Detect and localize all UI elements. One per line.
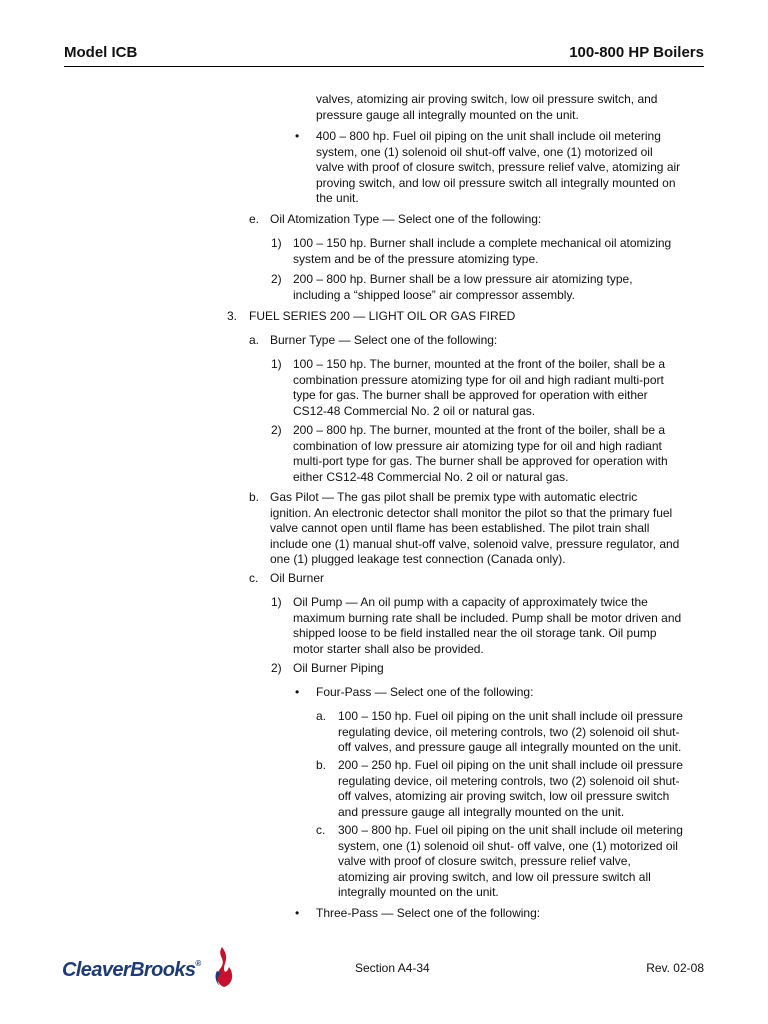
- text-line: valve cannot open until flame has been established. The pilot train shall: [270, 521, 650, 535]
- text-line: either CS12-48 Commercial No. 2 oil or natural gas.: [293, 469, 569, 484]
- text-line: Oil Atomization Type — Select one of the following:: [270, 212, 542, 226]
- list-marker: 2): [271, 423, 282, 437]
- list-marker: c.: [316, 823, 326, 837]
- list-marker: •: [295, 685, 300, 699]
- text-line: FUEL SERIES 200 — LIGHT OIL OR GAS FIRED: [249, 309, 516, 323]
- text-line: regulating device, oil metering controls, two (2) solenoid oil shut-: [338, 724, 680, 739]
- text-line: combination of low pressure air atomizing type for oil and high radiant: [293, 438, 662, 453]
- text-line: Three-Pass — Select one of the following:: [316, 906, 541, 920]
- text-line: valves, atomizing air proving switch, low oil pressure switch, and: [316, 92, 658, 106]
- header-model: Model ICB: [64, 44, 138, 61]
- text-line: off valves, and pressure gauge all integrally mounted on the unit.: [338, 740, 682, 754]
- list-marker: 2): [271, 272, 282, 286]
- text-line: 200 – 250 hp. Fuel oil piping on the unit shall include oil pressure: [338, 758, 683, 772]
- footer-section: Section A4-34: [355, 961, 430, 975]
- text-line: 200 – 800 hp. The burner, mounted at the front of the boiler, shall be a: [293, 423, 666, 437]
- text-line: and pressure gauge all integrally mounted on the unit.: [338, 804, 625, 819]
- text-line: system, one (1) solenoid oil shut- off valve, one (1) motorized oil: [338, 838, 678, 853]
- text-line: 100 – 150 hp. Burner shall include a complete mechanical oil atomizing: [293, 236, 672, 250]
- text-line: 200 – 800 hp. Burner shall be a low pressure air atomizing type,: [293, 272, 633, 286]
- text-line: pressure gauge all integrally mounted on the unit.: [316, 107, 579, 122]
- text-line: Burner Type — Select one of the following:: [270, 333, 498, 347]
- text-line: type for gas. The burner shall be approved for operation with either: [293, 388, 648, 402]
- cleaverbrooks-logo: [62, 945, 252, 990]
- list-marker: 2): [271, 661, 282, 675]
- list-marker: c.: [249, 571, 259, 585]
- text-line: proving switch, and low oil pressure switch all integrally mounted on: [316, 175, 676, 190]
- text-line: including a “shipped loose” air compressor assembly.: [293, 287, 575, 302]
- text-line: 300 – 800 hp. Fuel oil piping on the unit shall include oil metering: [338, 823, 683, 837]
- list-marker: 1): [271, 357, 282, 371]
- page-header: [64, 44, 704, 61]
- text-line: ignition. An electronic detector shall monitor the pilot so that the primary fuel: [270, 505, 673, 520]
- list-marker: a.: [316, 709, 327, 723]
- text-line: 400 – 800 hp. Fuel oil piping on the unit shall include oil metering: [316, 129, 661, 143]
- list-marker: 1): [271, 236, 282, 250]
- text-line: one (1) plugged leakage test connection (Canada only).: [270, 552, 566, 566]
- list-marker: 1): [271, 595, 282, 609]
- text-line: motor starter shall also be provided.: [293, 641, 484, 656]
- text-line: valve with proof of closure switch, pressure relief valve,: [338, 854, 631, 868]
- text-line: the unit.: [316, 191, 359, 205]
- text-line: Gas Pilot — The gas pilot shall be premix type with automatic electric: [270, 490, 638, 504]
- text-line: Oil Pump — An oil pump with a capacity of approximately twice the: [293, 595, 648, 609]
- text-line: Oil Burner Piping: [293, 661, 384, 675]
- header-divider: [64, 66, 704, 67]
- header-boiler-range: 100-800 HP Boilers: [569, 44, 704, 61]
- text-line: Oil Burner: [270, 571, 325, 585]
- logo-wordmark: CleaverBrooks®: [62, 959, 201, 981]
- text-line: maximum burning rate shall be included. Pump shall be motor driven and: [293, 610, 682, 625]
- flame-icon: [208, 945, 238, 989]
- list-marker: •: [295, 906, 300, 920]
- text-line: 100 – 150 hp. Fuel oil piping on the unit shall include oil pressure: [338, 709, 683, 723]
- list-marker: •: [295, 129, 300, 143]
- text-line: off valves, atomizing air proving switch, low oil pressure switch: [338, 789, 670, 803]
- text-line: combination pressure atomizing type for oil and high radiant multi-port: [293, 372, 664, 387]
- list-marker: 3.: [227, 309, 238, 323]
- list-marker: e.: [249, 212, 260, 226]
- text-line: system, one (1) solenoid oil shut-off valve, one (1) motorized oil: [316, 144, 653, 159]
- footer-revision: Rev. 02-08: [646, 961, 704, 975]
- text-line: shipped loose to be field installed near the oil storage tank. Oil pump: [293, 626, 657, 640]
- text-line: regulating device, oil metering controls, two (2) solenoid oil shut-: [338, 773, 680, 788]
- list-marker: b.: [249, 490, 260, 504]
- text-line: valve with proof of closure switch, pressure relief valve, atomizing air: [316, 160, 681, 174]
- text-line: system and be of the pressure atomizing type.: [293, 251, 539, 266]
- text-line: atomizing air proving switch, and low oil pressure switch all: [338, 869, 651, 884]
- text-line: include one (1) manual shut-off valve, solenoid valve, pressure regulator, and: [270, 536, 680, 551]
- text-line: CS12-48 Commercial No. 2 oil or natural gas.: [293, 403, 536, 418]
- text-line: 100 – 150 hp. The burner, mounted at the front of the boiler, shall be a: [293, 357, 666, 371]
- text-line: integrally mounted on the unit.: [338, 885, 499, 899]
- list-marker: a.: [249, 333, 260, 347]
- text-line: Four-Pass — Select one of the following:: [316, 685, 534, 699]
- list-marker: b.: [316, 758, 327, 772]
- text-line: multi-port type for gas. The burner shall be approved for operation with: [293, 454, 668, 468]
